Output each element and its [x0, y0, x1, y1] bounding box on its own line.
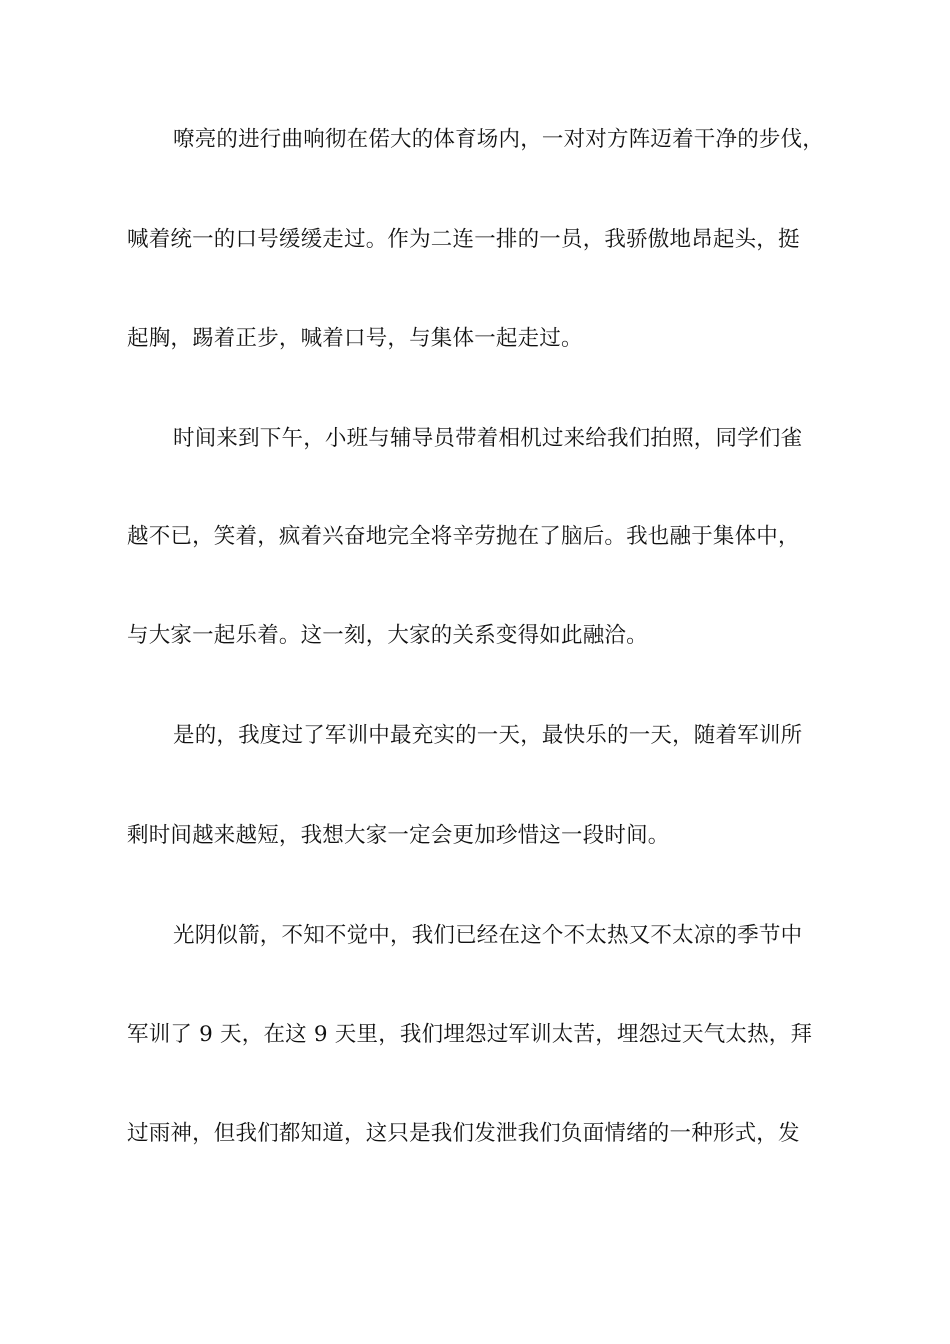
paragraph-line: 剩时间越来越短，我想大家一定会更加珍惜这一段时间。: [127, 823, 670, 848]
paragraph-line: 与大家一起乐着。这一刻，大家的关系变得如此融洽。: [127, 623, 648, 648]
paragraph-line: 嘹亮的进行曲响彻在偌大的体育场内，一对对方阵迈着干净的步伐，: [173, 127, 825, 152]
paragraph-line: 越不已，笑着，疯着兴奋地完全将辛劳抛在了脑后。我也融于集体中，: [127, 524, 800, 549]
paragraph-line: 时间来到下午，小班与辅导员带着相机过来给我们拍照，同学们雀: [173, 426, 803, 451]
paragraph-line: 军训了 9 天，在这 9 天里，我们埋怨过军训太苦，埋怨过天气太热，拜: [127, 1022, 813, 1047]
paragraph-line: 起胸，踢着正步，喊着口号，与集体一起走过。: [127, 326, 583, 351]
paragraph-line: 是的，我度过了军训中最充实的一天，最快乐的一天，随着军训所: [173, 723, 803, 748]
paragraph-line: 喊着统一的口号缓缓走过。作为二连一排的一员，我骄傲地昂起头，挺: [127, 227, 800, 252]
paragraph-line: 光阴似箭，不知不觉中，我们已经在这个不太热又不太凉的季节中: [173, 923, 803, 948]
paragraph-line: 过雨神，但我们都知道，这只是我们发泄我们负面情绪的一种形式，发: [127, 1121, 800, 1146]
